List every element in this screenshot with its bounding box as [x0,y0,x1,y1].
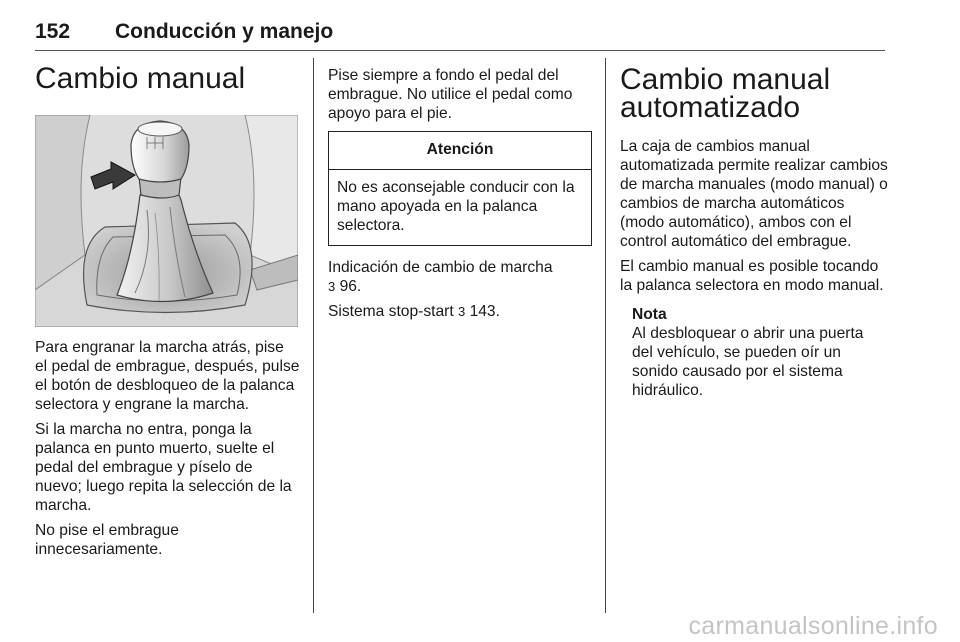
gear-shift-illustration [35,115,298,327]
section-title: Conducción y manejo [115,20,334,43]
cross-reference[interactable] [328,302,593,321]
ref-text: Indicación de cambio de marcha [328,259,553,276]
warning-body: No es aconsejable conducir con la mano apoyada en la palanca selectora. [337,179,575,234]
column-divider [605,58,606,613]
col3-text [620,137,888,400]
gear-shift-drawing [35,115,298,327]
col2-text [328,66,593,327]
paragraph: No pise el embrague innecesariamente. [35,522,179,558]
note-title: Nota [632,306,667,323]
ref-page: 143. [469,303,500,320]
paragraph: La caja de cambios manual automatizada permite realizar cambios de marcha manuales (modo manual) o cambios de marcha automáticos (modo automático), ambos con el control automático del embrague. [620,138,888,250]
paragraph: Para engranar la marcha atrás, pise el pedal de embrague, después, pulse el botón de desbloqueo de la palanca selectora y engrane la marcha. [35,339,300,413]
cross-reference[interactable] [328,258,593,296]
warning-title: Atención [329,132,591,170]
heading-line: automatizado [620,91,801,124]
page-ref-icon: 3 [328,279,336,294]
heading-cambio-manual-automatizado [620,63,831,124]
note-block [620,305,888,400]
paragraph: El cambio manual es posible tocando la palanca selectora en modo manual. [620,258,884,294]
col1-text [35,338,300,565]
note-body: Al desbloquear o abrir una puerta del vehículo, se pueden oír un sonido causado por el sistema hidráulico. [632,325,864,399]
paragraph: Si la marcha no entra, ponga la palanca en punto muerto, suelte el pedal del embrague y píselo de nuevo; luego repita la selección de la marcha. [35,421,292,514]
page-number: 152 [35,20,71,43]
heading-line: Cambio manual [620,63,831,96]
ref-text: Sistema stop-start [328,303,454,320]
heading-cambio-manual: Cambio manual [35,62,246,95]
warning-box [328,131,592,246]
page-ref-icon: 3 [458,304,466,319]
page-header [35,18,885,51]
column-divider [313,58,314,613]
ref-page: 96. [339,278,362,295]
watermark: carmanualsonline.info [688,612,938,640]
paragraph: Pise siempre a fondo el pedal del embrague. No utilice el pedal como apoyo para el pie. [328,67,573,122]
